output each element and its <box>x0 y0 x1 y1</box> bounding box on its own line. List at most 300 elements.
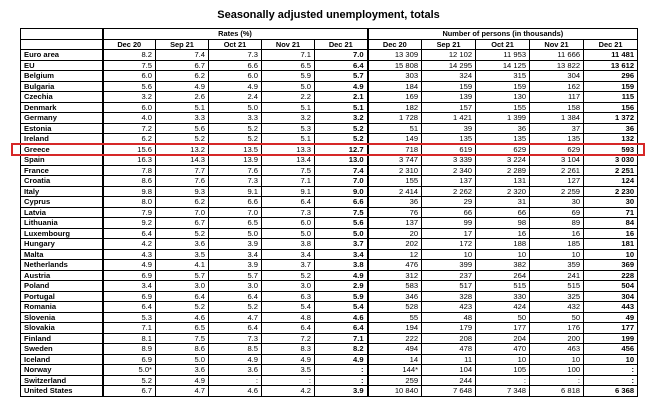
rate-cell: 3.8 <box>262 239 315 250</box>
persons-cell: 182 <box>368 102 422 113</box>
rate-cell: 3.7 <box>262 260 315 271</box>
persons-cell: 10 <box>530 249 584 260</box>
persons-cell: 237 <box>422 270 476 281</box>
persons-cell: 11 953 <box>476 50 530 61</box>
rate-cell: : <box>315 365 368 376</box>
persons-cell: 330 <box>476 291 530 302</box>
table-row <box>21 375 638 386</box>
persons-cell: 49 <box>584 312 638 323</box>
rate-cell: 8.2 <box>103 50 156 61</box>
country-cell: Hungary <box>21 239 103 250</box>
rate-cell: 13.4 <box>262 155 315 166</box>
rate-cell: 7.1 <box>262 50 315 61</box>
rate-cell: 5.0* <box>103 365 156 376</box>
table-row <box>21 123 638 134</box>
table-row <box>21 270 638 281</box>
persons-cell: 51 <box>368 123 422 134</box>
persons-cell: 328 <box>422 291 476 302</box>
rate-cell: 9.8 <box>103 186 156 197</box>
persons-cell: 115 <box>584 92 638 103</box>
month-header-row <box>21 39 638 50</box>
persons-cell: 296 <box>584 71 638 82</box>
rate-cell: 8.3 <box>262 344 315 355</box>
rate-cell: 7.8 <box>103 165 156 176</box>
rate-cell: 7.0 <box>315 50 368 61</box>
rate-cell: 5.2 <box>209 302 262 313</box>
rate-cell: 4.3 <box>103 249 156 260</box>
rate-cell: 5.6 <box>315 218 368 229</box>
rate-cell: 3.2 <box>262 113 315 124</box>
rate-cell: 4.6 <box>209 386 262 397</box>
persons-cell: 517 <box>422 281 476 292</box>
persons-cell: 593 <box>584 144 638 155</box>
persons-cell: 188 <box>476 239 530 250</box>
persons-cell: 312 <box>368 270 422 281</box>
table-row <box>21 102 638 113</box>
rate-cell: 6.5 <box>209 218 262 229</box>
table-body <box>21 50 638 397</box>
persons-cell: 135 <box>422 134 476 145</box>
rate-cell: 6.4 <box>209 323 262 334</box>
table-row <box>21 186 638 197</box>
persons-cell: 71 <box>584 207 638 218</box>
rate-cell: 4.6 <box>156 312 209 323</box>
persons-cell: 200 <box>530 333 584 344</box>
rate-cell: 4.1 <box>156 260 209 271</box>
persons-cell: 17 <box>422 228 476 239</box>
rate-cell: 5.2 <box>209 134 262 145</box>
rate-cell: 5.0 <box>156 354 209 365</box>
persons-cell: 399 <box>422 260 476 271</box>
persons-cell: 10 <box>530 354 584 365</box>
rate-cell: 9.2 <box>103 218 156 229</box>
persons-cell: 172 <box>422 239 476 250</box>
persons-cell: 6 368 <box>584 386 638 397</box>
rates-month-header: Nov 21 <box>262 39 315 50</box>
persons-cell: 324 <box>422 71 476 82</box>
rate-cell: 12.7 <box>315 144 368 155</box>
persons-cell: 359 <box>530 260 584 271</box>
rates-month-header: Dec 21 <box>315 39 368 50</box>
persons-cell: 629 <box>476 144 530 155</box>
rate-cell: 3.9 <box>209 260 262 271</box>
persons-cell: 158 <box>530 102 584 113</box>
persons-cell: 179 <box>422 323 476 334</box>
rate-cell: 5.2 <box>103 375 156 386</box>
persons-cell: : <box>584 365 638 376</box>
persons-cell: 162 <box>530 81 584 92</box>
persons-cell: 36 <box>368 197 422 208</box>
country-cell: Luxembourg <box>21 228 103 239</box>
rate-cell: 8.6 <box>103 176 156 187</box>
rate-cell: 5.2 <box>156 134 209 145</box>
persons-cell: 99 <box>422 218 476 229</box>
persons-cell: 130 <box>476 92 530 103</box>
persons-cell: 304 <box>530 71 584 82</box>
rate-cell: 4.2 <box>103 239 156 250</box>
persons-cell: 3 747 <box>368 155 422 166</box>
rate-cell: 6.6 <box>209 60 262 71</box>
persons-cell: 478 <box>422 344 476 355</box>
persons-cell: 184 <box>368 81 422 92</box>
persons-cell: 159 <box>476 81 530 92</box>
rate-cell: 6.3 <box>262 291 315 302</box>
unemployment-table <box>20 28 638 397</box>
persons-cell: 29 <box>422 197 476 208</box>
persons-cell: 13 309 <box>368 50 422 61</box>
rate-cell: 6.0 <box>103 102 156 113</box>
persons-cell: 3 104 <box>530 155 584 166</box>
rate-cell: 5.3 <box>262 123 315 134</box>
persons-cell: 66 <box>476 207 530 218</box>
rates-month-header: Sep 21 <box>156 39 209 50</box>
table-row <box>21 92 638 103</box>
rates-month-header: Oct 21 <box>209 39 262 50</box>
country-cell: Estonia <box>21 123 103 134</box>
persons-cell: 48 <box>422 312 476 323</box>
country-cell: Lithuania <box>21 218 103 229</box>
country-cell: Greece <box>21 144 103 155</box>
table-row <box>21 354 638 365</box>
persons-cell: 1 421 <box>422 113 476 124</box>
persons-cell: 583 <box>368 281 422 292</box>
persons-cell: 89 <box>530 218 584 229</box>
persons-cell: 315 <box>476 71 530 82</box>
persons-cell: 463 <box>530 344 584 355</box>
rate-cell: 6.4 <box>262 323 315 334</box>
rate-cell: 8.2 <box>315 344 368 355</box>
persons-cell: 177 <box>584 323 638 334</box>
rate-cell: 6.9 <box>103 354 156 365</box>
rate-cell: 9.3 <box>156 186 209 197</box>
persons-group-header: Number of persons (in thousands) <box>368 29 638 40</box>
persons-cell: 50 <box>476 312 530 323</box>
persons-cell: 3 339 <box>422 155 476 166</box>
persons-cell: 208 <box>422 333 476 344</box>
persons-cell: 2 289 <box>476 165 530 176</box>
table-row <box>21 81 638 92</box>
rate-cell: 7.2 <box>262 333 315 344</box>
rate-cell: 5.1 <box>262 134 315 145</box>
rate-cell: 3.0 <box>262 281 315 292</box>
rate-cell: 5.1 <box>315 102 368 113</box>
persons-cell: 228 <box>584 270 638 281</box>
country-cell: Slovakia <box>21 323 103 334</box>
rate-cell: 7.0 <box>209 207 262 218</box>
rate-cell: 6.0 <box>103 71 156 82</box>
persons-cell: 241 <box>530 270 584 281</box>
rate-cell: 3.6 <box>156 365 209 376</box>
rate-cell: 3.0 <box>156 281 209 292</box>
rate-cell: 3.3 <box>156 113 209 124</box>
persons-cell: 36 <box>584 123 638 134</box>
persons-cell: 155 <box>476 102 530 113</box>
rate-cell: 6.4 <box>262 197 315 208</box>
rate-cell: 4.9 <box>103 260 156 271</box>
persons-cell: 2 320 <box>476 186 530 197</box>
persons-cell: 2 310 <box>368 165 422 176</box>
rate-cell: 2.9 <box>315 281 368 292</box>
persons-cell: 494 <box>368 344 422 355</box>
persons-cell: 30 <box>584 197 638 208</box>
persons-cell: 144* <box>368 365 422 376</box>
rate-cell: 7.4 <box>156 50 209 61</box>
persons-cell: 10 <box>476 249 530 260</box>
rate-cell: 7.3 <box>209 50 262 61</box>
rate-cell: 7.5 <box>315 207 368 218</box>
rate-cell: 5.2 <box>156 302 209 313</box>
rate-cell: 6.7 <box>103 386 156 397</box>
country-cell: Germany <box>21 113 103 124</box>
rate-cell: 4.7 <box>156 386 209 397</box>
persons-cell: 135 <box>530 134 584 145</box>
persons-cell: 14 <box>368 354 422 365</box>
rate-cell: 8.5 <box>209 344 262 355</box>
table-row <box>21 218 638 229</box>
country-cell: Norway <box>21 365 103 376</box>
rate-cell: 5.2 <box>156 228 209 239</box>
persons-cell: 137 <box>368 218 422 229</box>
persons-cell: 185 <box>530 239 584 250</box>
table-row <box>21 302 638 313</box>
persons-cell: 1 372 <box>584 113 638 124</box>
persons-cell: 36 <box>476 123 530 134</box>
table-row <box>21 176 638 187</box>
rate-cell: 7.9 <box>103 207 156 218</box>
table-row <box>21 228 638 239</box>
rate-cell: 2.2 <box>262 92 315 103</box>
persons-cell: 6 818 <box>530 386 584 397</box>
rate-cell: 3.2 <box>103 92 156 103</box>
table-row <box>21 291 638 302</box>
country-cell: France <box>21 165 103 176</box>
persons-cell: 456 <box>584 344 638 355</box>
rate-cell: 7.5 <box>103 60 156 71</box>
persons-cell: 124 <box>584 176 638 187</box>
persons-cell: 177 <box>476 323 530 334</box>
country-cell: Belgium <box>21 71 103 82</box>
rate-cell: 5.1 <box>156 102 209 113</box>
country-cell: Croatia <box>21 176 103 187</box>
rate-cell: 13.5 <box>209 144 262 155</box>
persons-cell: 423 <box>422 302 476 313</box>
persons-cell: 199 <box>584 333 638 344</box>
rate-cell: 3.6 <box>156 239 209 250</box>
rate-cell: 13.3 <box>262 144 315 155</box>
rate-cell: 13.0 <box>315 155 368 166</box>
persons-cell: 11 481 <box>584 50 638 61</box>
rate-cell: : <box>262 375 315 386</box>
persons-cell: 37 <box>530 123 584 134</box>
persons-month-header: Dec 20 <box>368 39 422 50</box>
persons-cell: 127 <box>530 176 584 187</box>
persons-cell: 3 224 <box>476 155 530 166</box>
persons-cell: 31 <box>476 197 530 208</box>
persons-cell: 382 <box>476 260 530 271</box>
table-row <box>21 333 638 344</box>
rate-cell: 4.2 <box>262 386 315 397</box>
persons-cell: 432 <box>530 302 584 313</box>
rate-cell: 8.6 <box>156 344 209 355</box>
table-row <box>21 312 638 323</box>
persons-cell: 159 <box>422 81 476 92</box>
table-row <box>21 239 638 250</box>
rate-cell: 5.4 <box>315 302 368 313</box>
persons-cell: 156 <box>584 102 638 113</box>
persons-cell: 50 <box>530 312 584 323</box>
table-row <box>21 386 638 397</box>
persons-cell: 303 <box>368 71 422 82</box>
country-cell: Sweden <box>21 344 103 355</box>
country-cell: Euro area <box>21 50 103 61</box>
rate-cell: 2.6 <box>156 92 209 103</box>
persons-month-header: Nov 21 <box>530 39 584 50</box>
rate-cell: 6.7 <box>156 60 209 71</box>
rate-cell: 5.0 <box>209 228 262 239</box>
rate-cell: 4.0 <box>103 113 156 124</box>
country-cell: Cyprus <box>21 197 103 208</box>
rate-cell: 3.4 <box>103 281 156 292</box>
persons-cell: 325 <box>530 291 584 302</box>
persons-cell: 204 <box>476 333 530 344</box>
table-row <box>21 165 638 176</box>
rate-cell: 7.0 <box>156 207 209 218</box>
persons-cell: 137 <box>422 176 476 187</box>
rate-cell: 7.5 <box>262 165 315 176</box>
rate-cell: 3.4 <box>262 249 315 260</box>
rate-cell: 6.0 <box>209 71 262 82</box>
persons-cell: 504 <box>584 281 638 292</box>
rate-cell: 6.0 <box>262 218 315 229</box>
persons-cell: 135 <box>476 134 530 145</box>
rate-cell: 7.5 <box>156 333 209 344</box>
rate-cell: 5.6 <box>156 123 209 134</box>
persons-cell: 149 <box>368 134 422 145</box>
rate-cell: 7.3 <box>262 207 315 218</box>
table-row <box>21 113 638 124</box>
country-cell: Portugal <box>21 291 103 302</box>
rate-cell: 4.9 <box>209 81 262 92</box>
rate-cell: 6.6 <box>209 197 262 208</box>
persons-cell: : <box>476 375 530 386</box>
persons-cell: 12 102 <box>422 50 476 61</box>
corner-cell <box>21 29 103 40</box>
rate-cell: 5.7 <box>209 270 262 281</box>
persons-cell: 10 <box>422 249 476 260</box>
rate-cell: 5.2 <box>315 134 368 145</box>
rate-cell: 7.0 <box>315 176 368 187</box>
rate-cell: 7.1 <box>315 333 368 344</box>
table-row <box>21 50 638 61</box>
rate-cell: 16.3 <box>103 155 156 166</box>
rate-cell: 5.0 <box>262 81 315 92</box>
rate-cell: 5.0 <box>315 228 368 239</box>
persons-cell: 443 <box>584 302 638 313</box>
rate-cell: 3.9 <box>209 239 262 250</box>
rate-cell: 4.9 <box>315 354 368 365</box>
rate-cell: 5.0 <box>209 102 262 113</box>
persons-cell: 202 <box>368 239 422 250</box>
rate-cell: 4.9 <box>209 354 262 365</box>
rate-cell: 4.9 <box>262 354 315 365</box>
persons-cell: 139 <box>422 92 476 103</box>
rate-cell: 5.2 <box>315 123 368 134</box>
rate-cell: 9.0 <box>315 186 368 197</box>
rate-cell: 6.2 <box>103 134 156 145</box>
persons-cell: 12 <box>368 249 422 260</box>
persons-cell: 176 <box>530 323 584 334</box>
rate-cell: 6.4 <box>315 323 368 334</box>
rate-cell: 8.0 <box>103 197 156 208</box>
rate-cell: 4.9 <box>315 81 368 92</box>
country-cell: Czechia <box>21 92 103 103</box>
rate-cell: 7.3 <box>209 333 262 344</box>
persons-cell: 169 <box>368 92 422 103</box>
persons-cell: 10 840 <box>368 386 422 397</box>
rate-cell: 4.8 <box>262 312 315 323</box>
rate-cell: 4.9 <box>156 81 209 92</box>
persons-cell: 7 648 <box>422 386 476 397</box>
persons-month-header: Dec 21 <box>584 39 638 50</box>
table-row <box>21 344 638 355</box>
rate-cell: 8.9 <box>103 344 156 355</box>
country-cell: Malta <box>21 249 103 260</box>
persons-cell: 131 <box>476 176 530 187</box>
rate-cell: 5.9 <box>315 291 368 302</box>
table-row <box>21 260 638 271</box>
persons-cell: 20 <box>368 228 422 239</box>
persons-cell: 528 <box>368 302 422 313</box>
rate-cell: 14.3 <box>156 155 209 166</box>
rate-cell: 4.7 <box>209 312 262 323</box>
country-cell: Italy <box>21 186 103 197</box>
rate-cell: 5.9 <box>262 71 315 82</box>
table-row <box>21 323 638 334</box>
rate-cell: 6.2 <box>156 71 209 82</box>
rate-cell: 6.4 <box>103 302 156 313</box>
persons-cell: 515 <box>530 281 584 292</box>
rate-cell: 3.4 <box>315 249 368 260</box>
country-header <box>21 39 103 50</box>
persons-cell: 2 261 <box>530 165 584 176</box>
table-row <box>21 60 638 71</box>
rate-cell: 5.3 <box>103 312 156 323</box>
table-row <box>21 365 638 376</box>
rate-cell: 5.1 <box>262 102 315 113</box>
rate-cell: 6.6 <box>315 197 368 208</box>
persons-cell: 117 <box>530 92 584 103</box>
rate-cell: 5.2 <box>209 123 262 134</box>
persons-cell: 14 295 <box>422 60 476 71</box>
persons-cell: 7 348 <box>476 386 530 397</box>
rate-cell: 6.4 <box>103 228 156 239</box>
table-row <box>21 207 638 218</box>
persons-cell: 181 <box>584 239 638 250</box>
persons-cell: 76 <box>368 207 422 218</box>
rate-cell: 3.2 <box>315 113 368 124</box>
rate-cell: 3.6 <box>209 365 262 376</box>
persons-month-header: Oct 21 <box>476 39 530 50</box>
persons-cell: 346 <box>368 291 422 302</box>
persons-month-header: Sep 21 <box>422 39 476 50</box>
persons-cell: 515 <box>476 281 530 292</box>
persons-cell: 1 384 <box>530 113 584 124</box>
rate-cell: 5.6 <box>103 81 156 92</box>
rate-cell: 2.1 <box>315 92 368 103</box>
persons-cell: 69 <box>530 207 584 218</box>
persons-cell: 470 <box>476 344 530 355</box>
persons-cell: 424 <box>476 302 530 313</box>
